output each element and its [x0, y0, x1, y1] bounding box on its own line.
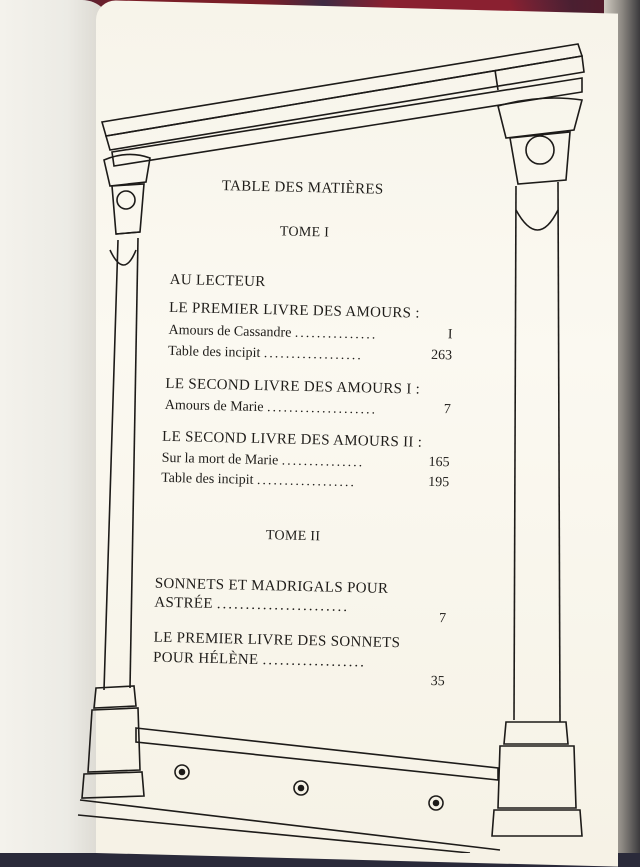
toc-entry: Amours de Cassandre ...............: [168, 322, 378, 343]
page-number: 35: [430, 673, 445, 690]
sec3-heading: LE SECOND LIVRE DES AMOURS II :: [161, 428, 423, 451]
tome1-heading: TOME I: [279, 224, 330, 241]
au-lecteur: AU LECTEUR: [169, 271, 266, 291]
toc-entry: Amours de Marie ....................: [164, 397, 378, 418]
toc-entry: POUR HÉLÈNE ..................: [152, 649, 367, 671]
page-number: 195: [427, 474, 450, 491]
toc-entry: Table des incipit ..................: [161, 470, 357, 491]
toc-entry: Table des incipit ..................: [167, 343, 364, 364]
toc-title: TABLE DES MATIÈRES: [221, 178, 384, 198]
sec1-heading: LE PREMIER LIVRE DES AMOURS :: [168, 299, 420, 322]
toc-entry: Sur la mort de Marie ...............: [161, 450, 365, 471]
sec5-heading: LE PREMIER LIVRE DES SONNETS: [153, 629, 401, 652]
toc-entry: ASTRÉE .......................: [154, 594, 350, 616]
sec4-heading: SONNETS ET MADRIGALS POUR: [154, 575, 389, 597]
page-number: 7: [438, 611, 447, 627]
page-number: I: [447, 327, 453, 343]
sec2-heading: LE SECOND LIVRE DES AMOURS I :: [165, 375, 421, 398]
page-number: 165: [428, 454, 450, 471]
page-number: 263: [430, 347, 453, 364]
page-number: 7: [443, 402, 451, 418]
tome2-heading: TOME II: [265, 528, 321, 545]
